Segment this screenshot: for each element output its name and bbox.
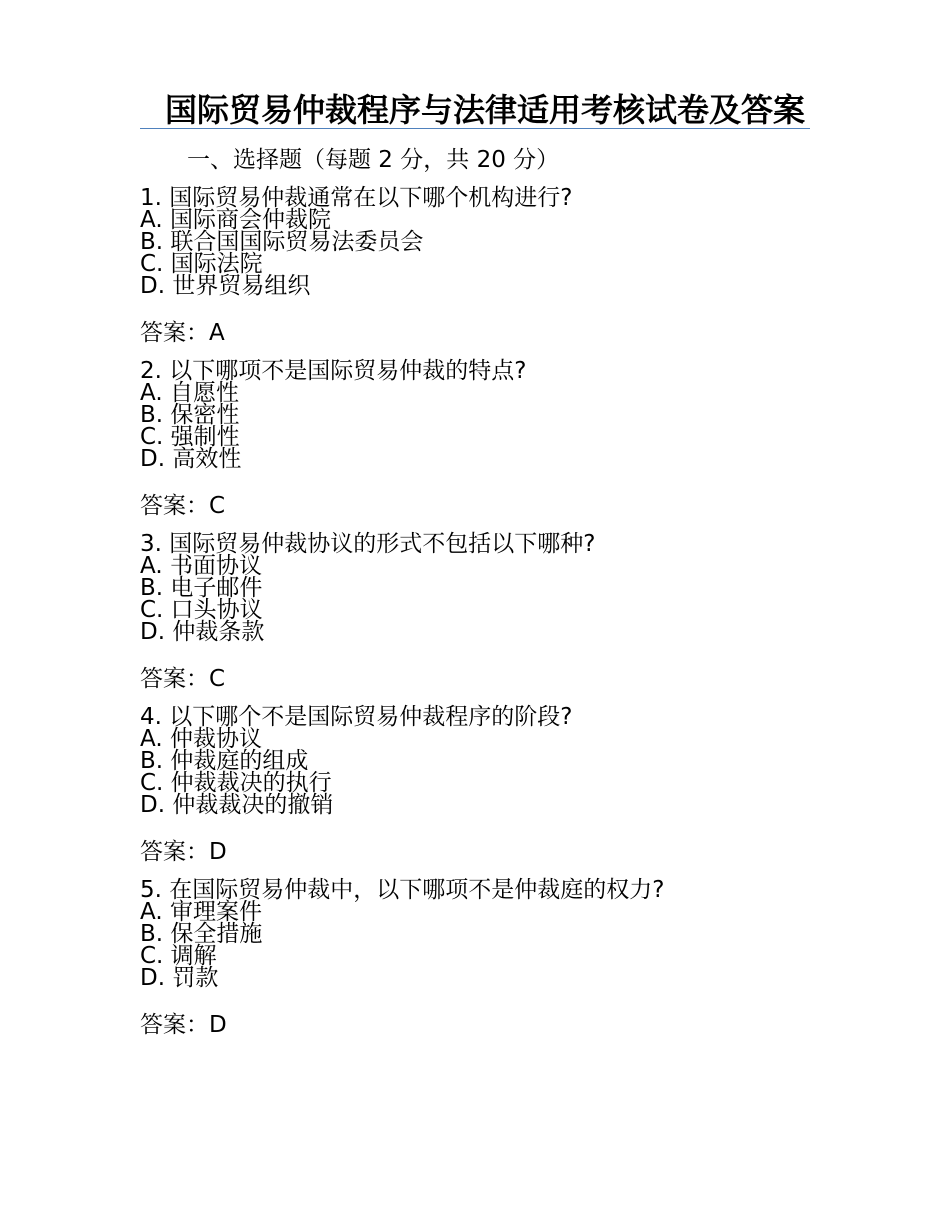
option-c: C. 口头协议 <box>140 597 263 623</box>
option-b: B. 仲裁庭的组成 <box>140 748 309 774</box>
answer-label: 答案： <box>140 839 209 865</box>
answer-label: 答案： <box>140 493 209 519</box>
option-d: D. 仲裁条款 <box>140 619 265 645</box>
question-stem: 2. 以下哪项不是国际贸易仲裁的特点? <box>140 358 527 384</box>
option-d: D. 仲裁裁决的撤销 <box>140 792 334 818</box>
answer-label: 答案： <box>140 1012 209 1038</box>
answer-label: 答案： <box>140 320 209 346</box>
option-b: B. 联合国国际贸易法委员会 <box>140 229 424 255</box>
option-a: A. 国际商会仲裁院 <box>140 207 331 233</box>
answer-value: D <box>209 839 227 865</box>
option-c: C. 调解 <box>140 943 217 969</box>
question-2 <box>140 360 810 521</box>
option-d: D. 罚款 <box>140 965 219 991</box>
question-stem: 5. 在国际贸易仲裁中，以下哪项不是仲裁庭的权力? <box>140 877 665 903</box>
option-c: C. 仲裁裁决的执行 <box>140 770 332 796</box>
answer-line <box>140 1010 810 1040</box>
option-a: A. 书面协议 <box>140 553 262 579</box>
question-stem: 1. 国际贸易仲裁通常在以下哪个机构进行? <box>140 185 573 211</box>
question-stem: 3. 国际贸易仲裁协议的形式不包括以下哪种? <box>140 531 596 557</box>
option-c: C. 强制性 <box>140 424 240 450</box>
question-5 <box>140 879 810 1040</box>
question-1 <box>140 187 810 348</box>
answer-line <box>140 491 810 521</box>
option-c: C. 国际法院 <box>140 251 263 277</box>
answer-line <box>140 318 810 348</box>
option-list <box>140 382 810 470</box>
option-b: B. 电子邮件 <box>140 575 263 601</box>
option-list <box>140 901 810 989</box>
option-list <box>140 209 810 297</box>
section-heading: 一、选择题（每题 2 分，共 20 分） <box>187 147 560 173</box>
answer-value: D <box>209 1012 227 1038</box>
option-b: B. 保全措施 <box>140 921 263 947</box>
option-a: A. 自愿性 <box>140 380 239 406</box>
option-b: B. 保密性 <box>140 402 240 428</box>
option-a: A. 仲裁协议 <box>140 726 262 752</box>
answer-line <box>140 664 810 694</box>
document-page <box>140 91 810 1040</box>
option-list <box>140 728 810 816</box>
document-title: 国际贸易仲裁程序与法律适用考核试卷及答案 <box>164 91 805 129</box>
option-d: D. 世界贸易组织 <box>140 273 311 299</box>
option-d: D. 高效性 <box>140 446 242 472</box>
question-4 <box>140 706 810 867</box>
answer-value: C <box>209 493 226 519</box>
question-3 <box>140 533 810 694</box>
question-stem: 4. 以下哪个不是国际贸易仲裁程序的阶段? <box>140 704 573 730</box>
option-a: A. 审理案件 <box>140 899 262 925</box>
answer-label: 答案： <box>140 666 209 692</box>
answer-value: C <box>209 666 226 692</box>
option-list <box>140 555 810 643</box>
answer-value: A <box>209 320 225 346</box>
answer-line <box>140 837 810 867</box>
